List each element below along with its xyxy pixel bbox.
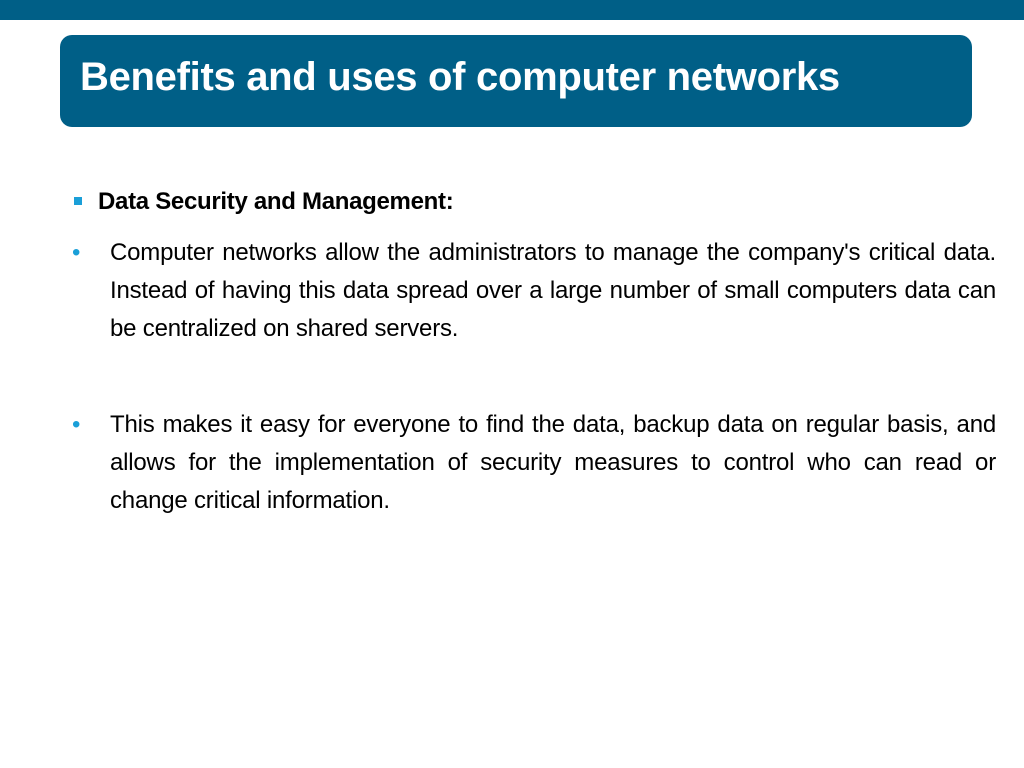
- section-heading: Data Security and Management:: [98, 188, 454, 215]
- top-accent-bar: [0, 0, 1024, 20]
- bullet-point: [72, 234, 996, 348]
- bullet-text: Computer networks allow the administrators to manage the company's critical data. Instead of having this data spread over a large number of small computers data can be centralized on shared servers.: [110, 239, 996, 342]
- square-bullet-icon: [74, 197, 82, 205]
- section-heading-row: [72, 188, 996, 224]
- bullet-dot-icon: •: [72, 239, 81, 266]
- bullet-point: [72, 406, 996, 520]
- bullet-dot-icon: •: [72, 411, 81, 438]
- slide-content: [72, 188, 996, 520]
- bullet-text: This makes it easy for everyone to find the data, backup data on regular basis, and allows for the implementation of security measures to control who can read or change critical information.: [110, 411, 996, 514]
- title-banner: [60, 35, 972, 127]
- slide-title: Benefits and uses of computer networks: [80, 54, 840, 99]
